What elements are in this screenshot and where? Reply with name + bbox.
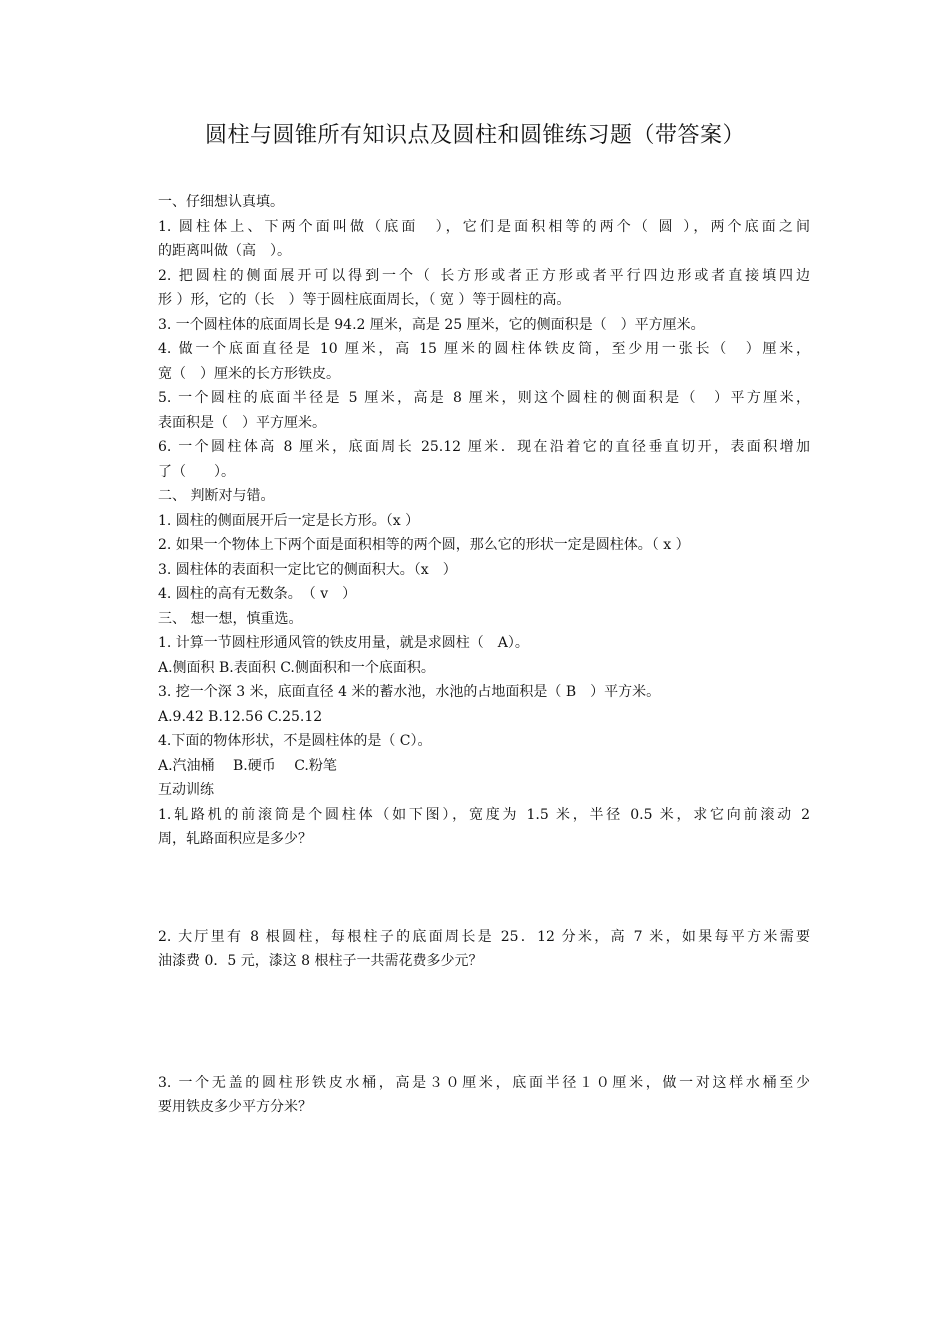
text-line: 周，轧路面积应是多少？ xyxy=(158,831,312,847)
text-line: 要用铁皮多少平方分米？ xyxy=(158,1099,312,1115)
text-line: 互动训练 xyxy=(158,782,214,798)
text-line: 油漆费 0．5 元，漆这 8 根柱子一共需花费多少元？ xyxy=(158,953,483,969)
text-line: 形 ）形，它的（长 ）等于圆柱底面周长，（ 宽 ）等于圆柱的高。 xyxy=(158,292,571,308)
text-line: 一、仔细想认真填。 xyxy=(158,194,284,210)
text-line: 3. 一个无盖的圆柱形铁皮水桶，高是３０厘米，底面半径１０厘米，做一对这样水桶至少 xyxy=(158,1074,810,1091)
text-line: 1.轧路机的前滚筒是个圆柱体（如下图），宽度为 1.5 米，半径 0.5 米，求它向前滚动 2 xyxy=(158,806,810,823)
text-line: 1. 圆柱的侧面展开后一定是长方形。（x ） xyxy=(158,512,420,529)
text-line: 2. 如果一个物体上下两个面是面积相等的两个圆，那么它的形状一定是圆柱体。（ x ） xyxy=(158,537,690,553)
answer-space xyxy=(158,974,810,1071)
text-line: 宽（ ）厘米的长方形铁皮。 xyxy=(158,365,340,382)
text-line: 2. 大厅里有 8 根圆柱，每根柱子的底面周长是 25．12 分米，高 7 米，如果每平方米需要 xyxy=(158,928,810,945)
text-line: 了（ ）。 xyxy=(158,463,235,480)
text-line: 4.下面的物体形状，不是圆柱体的是（ C）。 xyxy=(158,733,432,749)
document-title: 圆柱与圆锥所有知识点及圆柱和圆锥练习题（带答案） xyxy=(204,123,745,148)
text-line: A.侧面积 B.表面积 C.侧面积和一个底面积。 xyxy=(158,659,435,676)
text-line: A.汽油桶 B.硬币 C.粉笔 xyxy=(158,757,337,774)
text-line: 5. 一个圆柱的底面半径是 5 厘米，高是 8 厘米，则这个圆柱的侧面积是（ ）平方厘米， xyxy=(158,390,810,406)
text-line: 2. 把圆柱的侧面展开可以得到一个（ 长方形或者正方形或者平行四边形或者直接填四边 xyxy=(158,267,810,284)
text-line: 1. 计算一节圆柱形通风管的铁皮用量，就是求圆柱（ A）。 xyxy=(158,635,529,651)
text-line: 6. 一个圆柱体高 8 厘米，底面周长 25.12 厘米．现在沿着它的直径垂直切开，表面积增加 xyxy=(158,439,810,455)
answer-space xyxy=(158,852,810,925)
text-line: 3. 一个圆柱体的底面周长是 94.2 厘米，高是 25 厘米，它的侧面积是（ ）平方厘米。 xyxy=(158,316,705,333)
text-line: 表面积是（ ）平方厘米。 xyxy=(158,414,326,431)
document-body xyxy=(158,190,810,1120)
text-line: 二、 判断对与错。 xyxy=(158,488,275,504)
text-line: 1. 圆柱体上、下两个面叫做（底面 ），它们是面积相等的两个（ 圆 ），两个底面之间 xyxy=(158,218,810,235)
text-line: 的距离叫做（高 ）。 xyxy=(158,243,291,259)
text-line: 三、 想一想，慎重选。 xyxy=(158,610,303,627)
text-line: 4. 做一个底面直径是 10 厘米，高 15 厘米的圆柱体铁皮筒，至少用一张长（ ）厘米， xyxy=(158,341,810,357)
text-line: 3. 挖一个深 3 米，底面直径 4 米的蓄水池，水池的占地面积是（ B ）平方米。 xyxy=(158,684,661,700)
text-line: A.9.42 B.12.56 C.25.12 xyxy=(158,708,323,725)
text-line: 3. 圆柱体的表面积一定比它的侧面积大。（x ） xyxy=(158,561,457,578)
text-line: 4. 圆柱的高有无数条。 （ v ） xyxy=(158,586,357,602)
